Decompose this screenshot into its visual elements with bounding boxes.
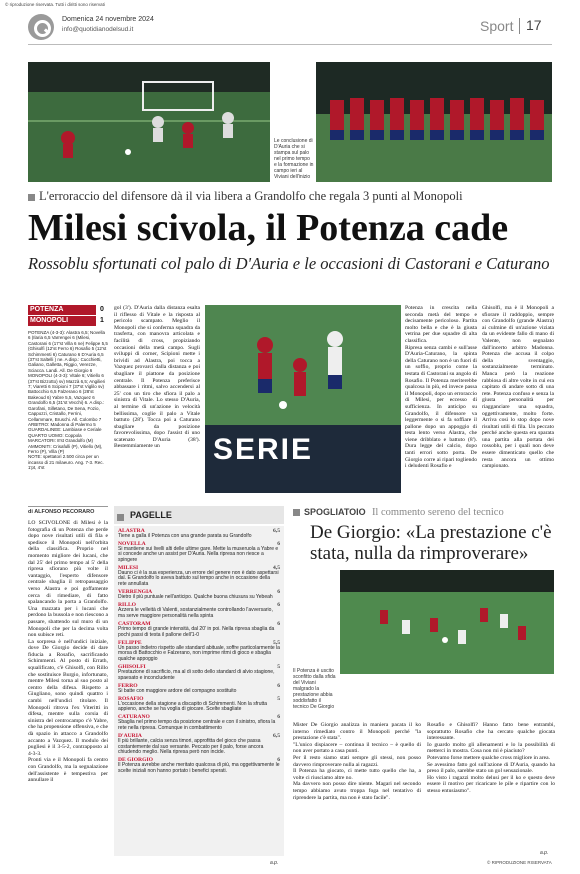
pagella-text: Si mantiene sui livelli alti delle ultime gare. Mette la museruola a Yabre e si concede anche un assist per D'Auria. Nella ripresa non riesce a spingere xyxy=(118,545,279,563)
pagella-text: Il più brillante, calcia senza timori, approfitta del gioco che passa costantemente dal suo versante. Peccato per il palo, forse ancora chiudendo meglio. Nella ripresa però non incide. xyxy=(118,738,264,756)
pagella-text: Azzera le velleità di Valenti, sostanzialmente controllando l'avversario, ma serve maggiore personalità nella spinta xyxy=(118,607,273,619)
scoreboard xyxy=(28,305,108,326)
byline: di ALFONSO PECORARO xyxy=(28,509,95,515)
pagella-vote: 6 xyxy=(277,757,280,764)
spogliatoio-signature: a.p. xyxy=(540,850,549,856)
copyright-footer: © RIPRODUZIONE RISERVATA xyxy=(487,860,552,865)
pagella-vote: 6,5 xyxy=(273,733,280,740)
pagella-vote: 5 xyxy=(277,663,280,670)
pagelle-signature: a.p. xyxy=(270,860,279,866)
pagella-item xyxy=(118,664,280,681)
pagelle-square-icon xyxy=(117,514,124,521)
pagella-player: FELIPPE xyxy=(118,639,142,646)
serie-banner: SERIE xyxy=(213,433,314,466)
tabellino: POTENZA (4-3-3): Alastra 6,5; Novella 6 (Ilaria 6,5 Varrengei 6 (Milesi, Castorani 6 (17'st Villa 6 ne) Felippe 5,5 (Ghisolfi (12'st Ferro 6) Rosafio 5 (12'st Schimmenti 6) Caturano 6 D'Auria 6,5 (37'st Saltelli ) ne. A disp.: Cucchietti, Galiano, Galletta, Riggio, Verezze, Sciacca. Landi. All. De Giorgio 6 MONOPOLI (4-3-3): Vitale 6; Vitiello 6 (37'st Bizzotto) sv) Mazzà 6,5; Angilieri 7; Viaretti 6 Scipioni 7 (37'st Viglilo sv) Battocchio 6,5 Falzerano 6 (28'st Bakeoud 6) Yabre 5,5, Vazquez 6 Grandolfo 6,5 (31'st Vecchi) 6. A disp.: Garofani, Silletano, De Sena, Fozio, Cappozzi, Cristallo, Ferrini, Cellammare, Bruschi. All. Colombo 7 ARBITRO: Madonna di Palermo 5 GUARDALINEE: Lambiase e Ceriale QUARTO UOMO: Coppola MARCATORI: 8'st Grandolfo (M) AMMONITI: Crisafulli (P), Vitiello (M), Ferro (P), Villa (P) NOTE: spettatori 2.500 circa per un incasso di 21 milaeuro. Ang. 7-3. Rec. 1'pt, 4'st xyxy=(28,330,108,471)
kicker-square-icon xyxy=(28,194,35,201)
photo-caption: Le conclusione di D'Auria che si stampa sul palo nel primo tempo e la formazione in campo ieri al Viviani dell'inizio xyxy=(274,138,314,180)
top-copyright: © riproduzione riservata. Tutti i diritti sono riservati xyxy=(5,2,105,7)
spogliatoio-subtitle: Il commento sereno del tecnico xyxy=(371,507,504,518)
header-date: Domenica 24 novembre 2024 xyxy=(62,16,154,23)
pagella-vote: 6 xyxy=(277,589,280,596)
pagella-vote: 6 xyxy=(277,714,280,721)
pagelle-list xyxy=(114,526,284,856)
photo-team-lineup xyxy=(316,62,552,182)
pagella-item xyxy=(118,565,280,588)
pagella-text: Prestazione di sacrificio, ma al di sotto dello standard di alvio stagione, spaesato e inconcludente xyxy=(118,668,275,681)
away-team: MONOPOLI xyxy=(30,317,69,324)
article-col-3: Potenza in crescita nella seconda metà del tempo e decisamente pericoloso. Partita molto bella e che è la giusta vetrina per due squadre di alta classifica. Ripresa senza cambi e sull'asse D'Auria-Caturano, la spinta della Caturano non è un fuori di un soffio, proprio come la testata di Castorani su angolo di Rosafio. Il Potenza meriterebbe qualcosa in più, ed invece passa il Monopoli, dopo un erroraccio di Milesi, per eccesso di sufficienza. In anticipo su Grandolfo, il difensore va leggermente o si fa soffiare il pallone dopo un appoggio di testa lento verso Alastra, che viene dribblato e battuto (8'). Dura legge del calcio, dopo tanti errori sotto porta. De Giorgio corre ai ripari togliendo i deludenti Rosafio e xyxy=(405,305,477,470)
pagella-vote: 6,5 xyxy=(273,527,280,534)
pagella-text: Primo tempo di grande intensità, dal 20' in poi. Nella ripresa sbaglia da pochi passi di testa il pallone dell'1-0 xyxy=(118,625,275,638)
away-score: 1 xyxy=(96,316,108,326)
article-col-2: gol (3'). D'Auria dalla distanza esalta il riflesso di Vitale e la risposta al pericolo scampato. Meglio il Monopoli che si conferma squadra da trasferta, con manovra articolata e facilità di cross, propiziando occasioni della metà campo. Sugli sviluppi di corner, Scipioni mette i brividi ad Alastra, poi tocca a Vazquez provarci dalla distanza e poi sbagliare il piattone da posizione centrale. Il Potenza preferisce abbassare i ritmi, salvo accendersi al 25' con un tiro che sfiora il palo a sinistra di Vitale. Lo stesso D'Auria, al termine di un'azione in velocità bellissima, coglie il palo a Vitale battuto (28'). Tocca poi a Caturano sbagliare da posizione favorevolissima, dopo l'assist di uno scatenato D'Auria (38'). Bestemmiamente un xyxy=(114,305,200,450)
pagella-text: Si batte con maggiore ardore del compagno sostituito xyxy=(118,687,237,694)
pagella-text: Tiene a galla il Potenza con una grande parata su Grandolfo xyxy=(118,532,252,539)
pagella-player: D'AURIA xyxy=(118,733,142,740)
pagella-player: ALASTRA xyxy=(118,527,145,534)
pagella-item xyxy=(118,696,280,713)
section-label: Sport xyxy=(480,18,514,34)
pagella-item xyxy=(118,621,280,638)
pagella-text: Sbaglia nel primo tempo da posizione centrale e con il sinistro, sfiora la rete nella ripresa. Comunque in combattimento xyxy=(118,719,276,731)
header-divider xyxy=(519,18,520,34)
pagella-player: VERRENGIA xyxy=(118,589,153,596)
pagella-player: GHISOLFI xyxy=(118,663,146,670)
pagella-player: CASTORAM xyxy=(118,620,151,627)
header-email: info@quotidianodelsud.it xyxy=(62,26,134,33)
pagella-player: RILLO xyxy=(118,602,137,609)
pagella-vote: 6 xyxy=(277,682,280,689)
pagella-item xyxy=(118,683,280,695)
header-rule xyxy=(28,44,552,45)
pagella-player: MILESI xyxy=(118,564,139,571)
page-number: 17 xyxy=(526,17,542,33)
spogliatoio-col-b: Rosafio e Ghisolfi? Hanno fatto bene entrambi, soprattutto Rosafio che ha cercato qualche giocata interessante. Io guardo molto gli allenamenti e lo la possibilità di metterci in mostra. Cosa non mi è piaciuto? Potevamo forse mettere qualche cross migliore in area. Se avessimo fatto gol sull'azione di D'Auria, quando ha preso il palo, sarebbe stato un gol sensazionale. Ho visto i ragazzi molto delusi per il ko e questo deve essere il motivo per ricaricare le pile e ripartire con lo stesso entusiasmo". xyxy=(427,722,555,794)
newspaper-logo-icon xyxy=(28,14,54,40)
pagella-item xyxy=(118,733,280,756)
article-col-4: Ghisolfi, ma è il Monopoli a sfiorare il raddoppio, sempre con Grandolfo (grande Alastra) ai culmine di un'azione viziata da un evidente fallo di mano di Valente, non segnalato dall'incerto arbitro Madonna. Potenza che accusa il colpo della sventaggio, sostanzialmente terminato. Manca però la reazione rabbiosa di altre volte in cui era capitato di andare sotto di una rete. Potenza confuso e senza la giusta personalità per riagganciare una squadra, oggettivamente, molto forte. Arriva così lo stop dopo nove risultati utili di fila. Un peccato perché anche questa era sparata una partita alla portata dei rossoblu, per i quali non deve essere dimenticato quello che resta ancora un ottimo campionato. xyxy=(482,305,554,470)
photo-match-action xyxy=(205,305,401,493)
photo-dauria-post xyxy=(28,62,270,182)
pagella-text: L'occasione della stagione a discapito di Schimmenti. Non la sfrutta appieno, anche se ha voglia di giocare. Scelte sbagliate xyxy=(118,700,268,713)
pagella-player: CATURANO xyxy=(118,714,150,721)
pagella-text: Un passo indietro rispetto alle standard abituale, soffre particolarmente la morsa di Battocchio e Falzerano, non imprime ritmi di gioco e sbaglia qualche appoggio xyxy=(118,644,280,662)
pagella-vote: 6 xyxy=(277,620,280,627)
pagella-item xyxy=(118,528,280,540)
pagella-vote: 5,5 xyxy=(273,639,280,646)
spogliatoio-caption: Il Potenza è uscito sconfitto dalla sfida del Viviani malgrado la prestazione abbia soddisfatto il tecnico De Giorgio xyxy=(293,668,336,710)
headline: Milesi scivola, il Potenza cade xyxy=(28,207,509,249)
pagella-item xyxy=(118,757,280,774)
pagelle-header xyxy=(114,506,284,524)
spogliatoio-square-icon xyxy=(293,509,300,516)
pagella-vote: 5 xyxy=(277,695,280,702)
pagella-item xyxy=(118,640,280,663)
article-kicker xyxy=(28,189,552,203)
pagella-item xyxy=(118,602,280,619)
pagella-vote: 4,5 xyxy=(273,564,280,571)
home-score: 0 xyxy=(96,305,108,315)
article-col-1: LO SCIVOLONE di Milesi è la fotografia di un Potenza che perde dopo nove risultati utili di fila e spedisce il Monopoli nell'orbita della classifica. Proprio nel momento migliore dei lucani, che dal 25' del primo tempo al 5' della ripresa sfiorano più volte il vantaggio, l'esperto difensore centrale sbaglia il retropassaggio verso Alastra e poi goffamente cerca di rimediare, di fatto spalancando la porta a Grandolfo. Una mazzata per i lucani che perdono la bussola e non riescono a passare, sbattendo sul muro di un Monopoli che per la decima volta non subisce reti. La sorpresa è nell'undici iniziale, dove De Giorgio decide di dare fiducia a Rosafio, sacrificando Schimmenti. Al posto di Errath, squalificato, c'è Ghisolfi, con Rillo che sostituisce Burgio, infortunato, mentre Milesi torna al suo posto al centro della difesa. Rispetto a Giugliano, sono quindi quattro i cambi nell'undici titolare. Il Monopoli ritrova l'ex Viteritti in difesa, mentre sulla corsia di sinistra del centrocampo c'è Yabre, che ha propensione offensiva, e che dà spazio in attacco a Grandolfo accanto a Vazquez. Il modulo dei pugliesi è il 3-5-2, contrapposto al 4-3-3. Pronti via e il Monopoli fa centro con Grandolfo, ma la segnalazione dell'assistente è tempestiva per annullare il xyxy=(28,520,108,784)
spogliatoio-label: SPOGLIATOIO xyxy=(304,507,366,517)
pagella-text: Dietro il più puntuale nell'anticipo. Qualche buona chiusura su Yebeah xyxy=(118,594,273,601)
spogliatoio-col-a: Mister De Giorgio analizza in maniera pacata il ko interno rimediato contro il Monopoli perché "la prestazione c'è stata". "L'unico dispiacere – continua il tecnico – è quello di non aver portato a casa punti. Per il resto siamo stati sempre gli stessi, non posso davvero rimproverare nulla ai ragazzi. Il Potenza ha giocato, ci mette tutto quello che ha, a volte ci riusciamo altre no. Ma davvero non posso dire niente. Magari nel secondo tempo abbiamo avuto troppa foga nel tentativo di riprendere la partita, ma non è stato facile". xyxy=(293,722,421,801)
pagella-item xyxy=(118,589,280,601)
pagella-item xyxy=(118,541,280,564)
pagella-text: Il Potenza avrebbe anche meritato qualcosa di più, ma oggettivamente le scelte iniziali non hanno portato i benefici sperati. xyxy=(118,762,280,774)
kicker-text: L'erroraccio del difensore dà il via libera a Grandolfo che regala 3 punti al Monopoli xyxy=(39,189,463,203)
subheadline: Rossoblu sfortunati col palo di D'Auria e le occasioni di Castorani e Caturano xyxy=(28,254,550,273)
pagella-player: ROSAFIO xyxy=(118,695,144,702)
pagella-player: NOVELLA xyxy=(118,540,146,547)
pagella-text: Dauno ci è la sua esperienza, un errore del genere non è dato aspettarsi dal. E Grandolfo lo aveva battuto sul tempo anche in occasione della rete annullata xyxy=(118,569,279,588)
pagella-vote: 6 xyxy=(277,602,280,609)
pagella-vote: 6 xyxy=(277,540,280,547)
spogliatoio-headline: De Giorgio: «La prestazione c'è stata, nulla da rimproverare» xyxy=(310,522,552,564)
spogliatoio-kicker xyxy=(293,506,555,519)
byline-rule xyxy=(28,506,108,507)
pagella-item xyxy=(118,714,280,731)
pagella-player: FERRO xyxy=(118,682,138,689)
pagelle-title: PAGELLE xyxy=(130,510,172,520)
photo-spogliatoio xyxy=(340,570,554,674)
pagella-player: DE GIORGIO xyxy=(118,757,153,764)
home-team: POTENZA xyxy=(30,306,64,313)
